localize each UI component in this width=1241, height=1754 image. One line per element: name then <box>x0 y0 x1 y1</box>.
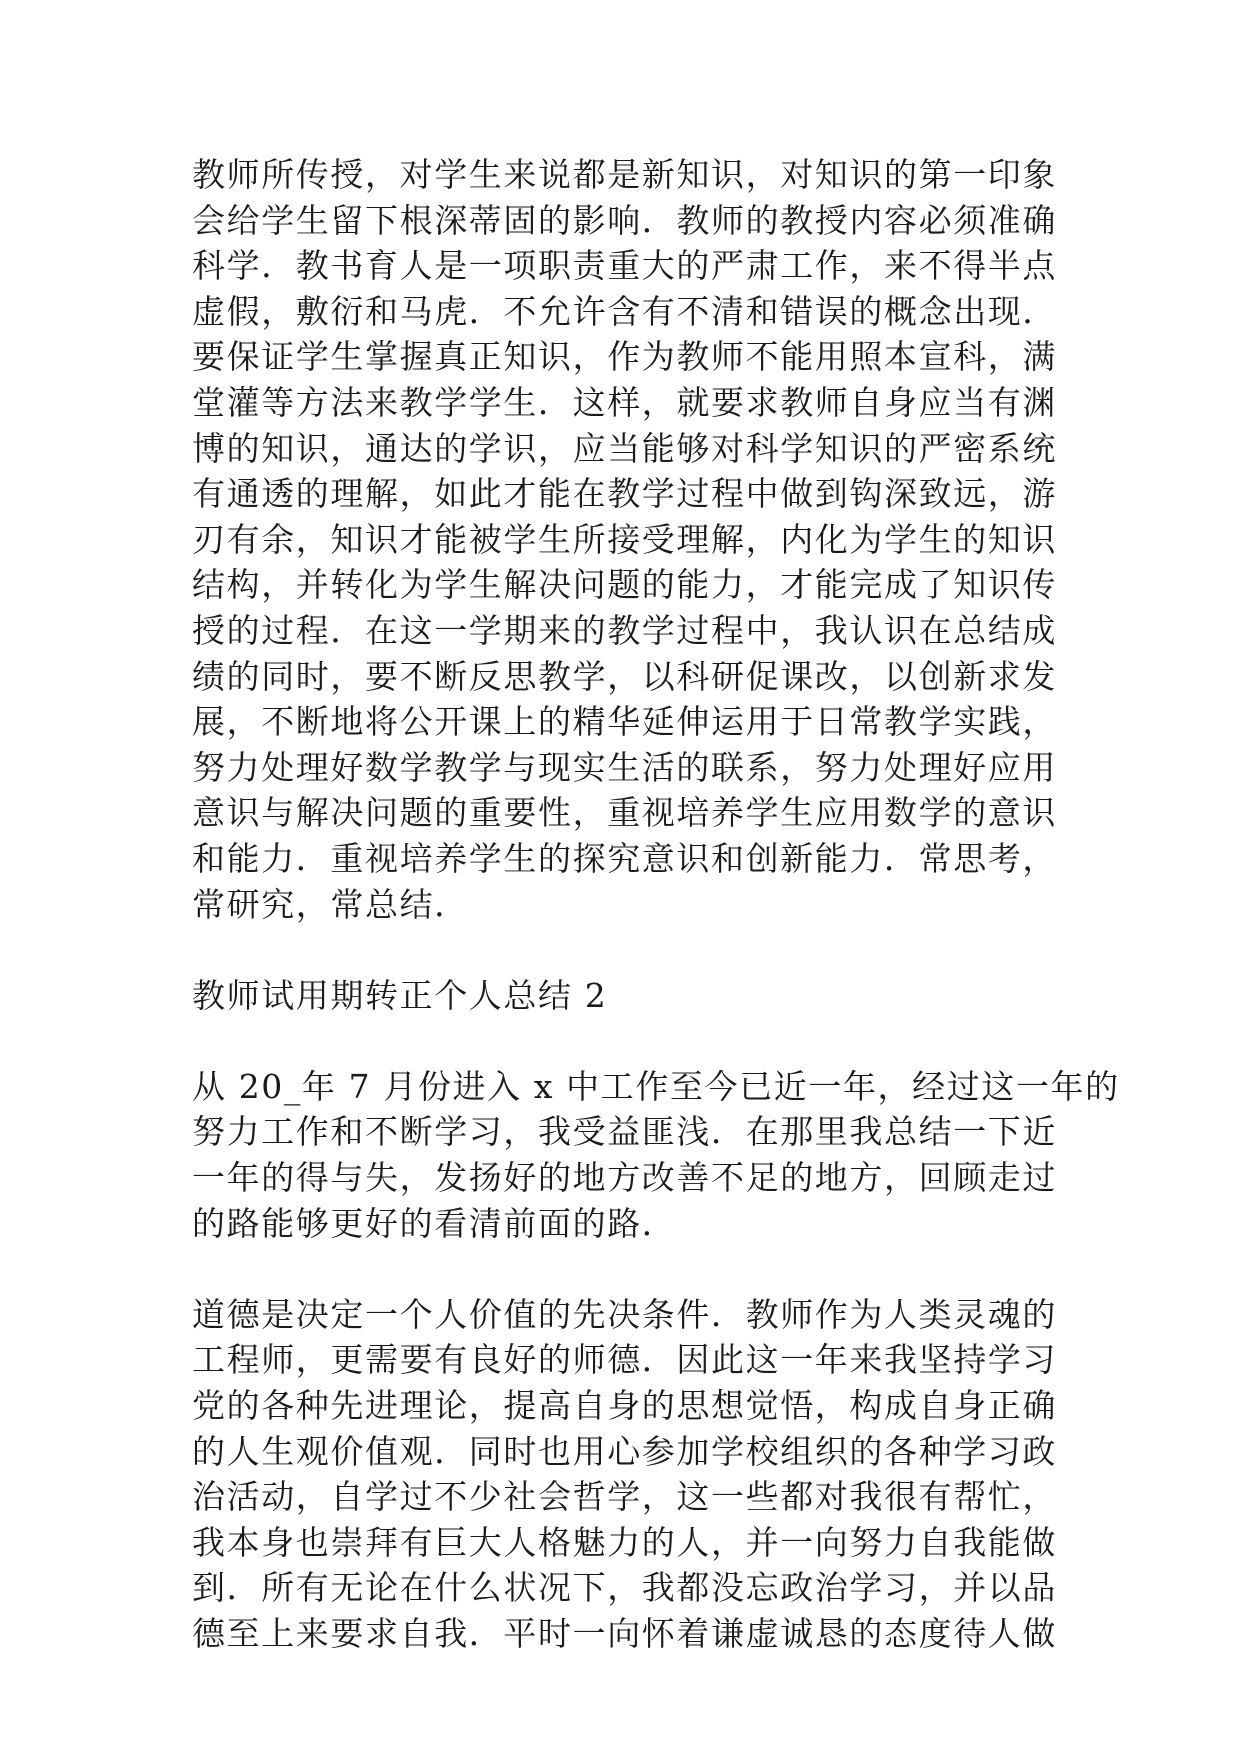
text-line: 从 20_年 7 月份进入 x 中工作至今已近一年，经过这一年的 <box>192 1066 1120 1106</box>
text-line: 会给学生留下根深蒂固的影响．教师的教授内容必须准确 <box>192 200 1057 240</box>
paragraph-3 <box>192 1292 1062 1657</box>
text-line: 努力处理好数学教学与现实生活的联系，努力处理好应用 <box>192 747 1057 787</box>
paragraph-spacer <box>192 1246 1062 1292</box>
text-line: 党的各种先进理论，提高自身的思想觉悟，构成自身正确 <box>192 1386 1057 1426</box>
text-line: 努力工作和不断学习，我受益匪浅．在那里我总结一下近 <box>192 1112 1057 1152</box>
text-line: 授的过程．在这一学期来的教学过程中，我认识在总结成 <box>192 610 1057 650</box>
text-line: 的人生观价值观．同时也用心参加学校组织的各种学习政 <box>192 1431 1057 1471</box>
heading-text: 教师试用期转正个人总结 2 <box>192 975 608 1015</box>
paragraph-spacer <box>192 1018 1062 1064</box>
text-line: 到．所有无论在什么状况下，我都没忘政治学习，并以品 <box>192 1568 1057 1608</box>
text-line: 科学．教书育人是一项职责重大的严肃工作，来不得半点 <box>192 246 1057 286</box>
paragraph-2 <box>192 1064 1120 1246</box>
text-line: 常研究，常总结． <box>192 884 469 924</box>
text-line: 治活动，自学过不少社会哲学，这一些都对我很有帮忙， <box>192 1477 1057 1517</box>
paragraph-spacer <box>192 927 1062 973</box>
text-line: 德至上来要求自我．平时一向怀着谦虚诚恳的态度待人做 <box>192 1614 1057 1653</box>
text-line: 的路能够更好的看清前面的路． <box>192 1203 677 1243</box>
text-line: 展，不断地将公开课上的精华延伸运用于日常教学实践， <box>192 702 1057 742</box>
text-line: 有通透的理解，如此才能在教学过程中做到钩深致远，游 <box>192 474 1057 514</box>
text-line: 和能力．重视培养学生的探究意识和创新能力．常思考， <box>192 838 1057 878</box>
text-line: 绩的同时，要不断反思教学，以科研促课改，以创新求发 <box>192 656 1057 696</box>
text-line: 教师所传授，对学生来说都是新知识，对知识的第一印象 <box>192 155 1057 194</box>
text-line: 博的知识，通达的学识，应当能够对科学知识的严密系统 <box>192 428 1057 468</box>
text-line: 堂灌等方法来教学学生．这样，就要求教师自身应当有渊 <box>192 382 1057 422</box>
text-line: 刃有余，知识才能被学生所接受理解，内化为学生的知识 <box>192 519 1057 559</box>
text-line: 意识与解决问题的重要性，重视培养学生应用数学的意识 <box>192 793 1057 833</box>
text-line: 我本身也崇拜有巨大人格魅力的人，并一向努力自我能做 <box>192 1522 1057 1562</box>
text-line: 要保证学生掌握真正知识，作为教师不能用照本宣科，满 <box>192 337 1057 377</box>
document-body <box>192 152 1120 1657</box>
text-line: 结构，并转化为学生解决问题的能力，才能完成了知识传 <box>192 565 1057 605</box>
paragraph-1 <box>192 152 1062 927</box>
text-line: 工程师，更需要有良好的师德．因此这一年来我坚持学习 <box>192 1340 1057 1380</box>
section-heading <box>192 973 1062 1019</box>
text-line: 虚假，敷衍和马虎．不允许含有不清和错误的概念出现． <box>192 291 1057 331</box>
text-line: 一年的得与失，发扬好的地方改善不足的地方，回顾走过 <box>192 1158 1057 1198</box>
text-line: 道德是决定一个人价值的先决条件．教师作为人类灵魂的 <box>192 1294 1057 1334</box>
